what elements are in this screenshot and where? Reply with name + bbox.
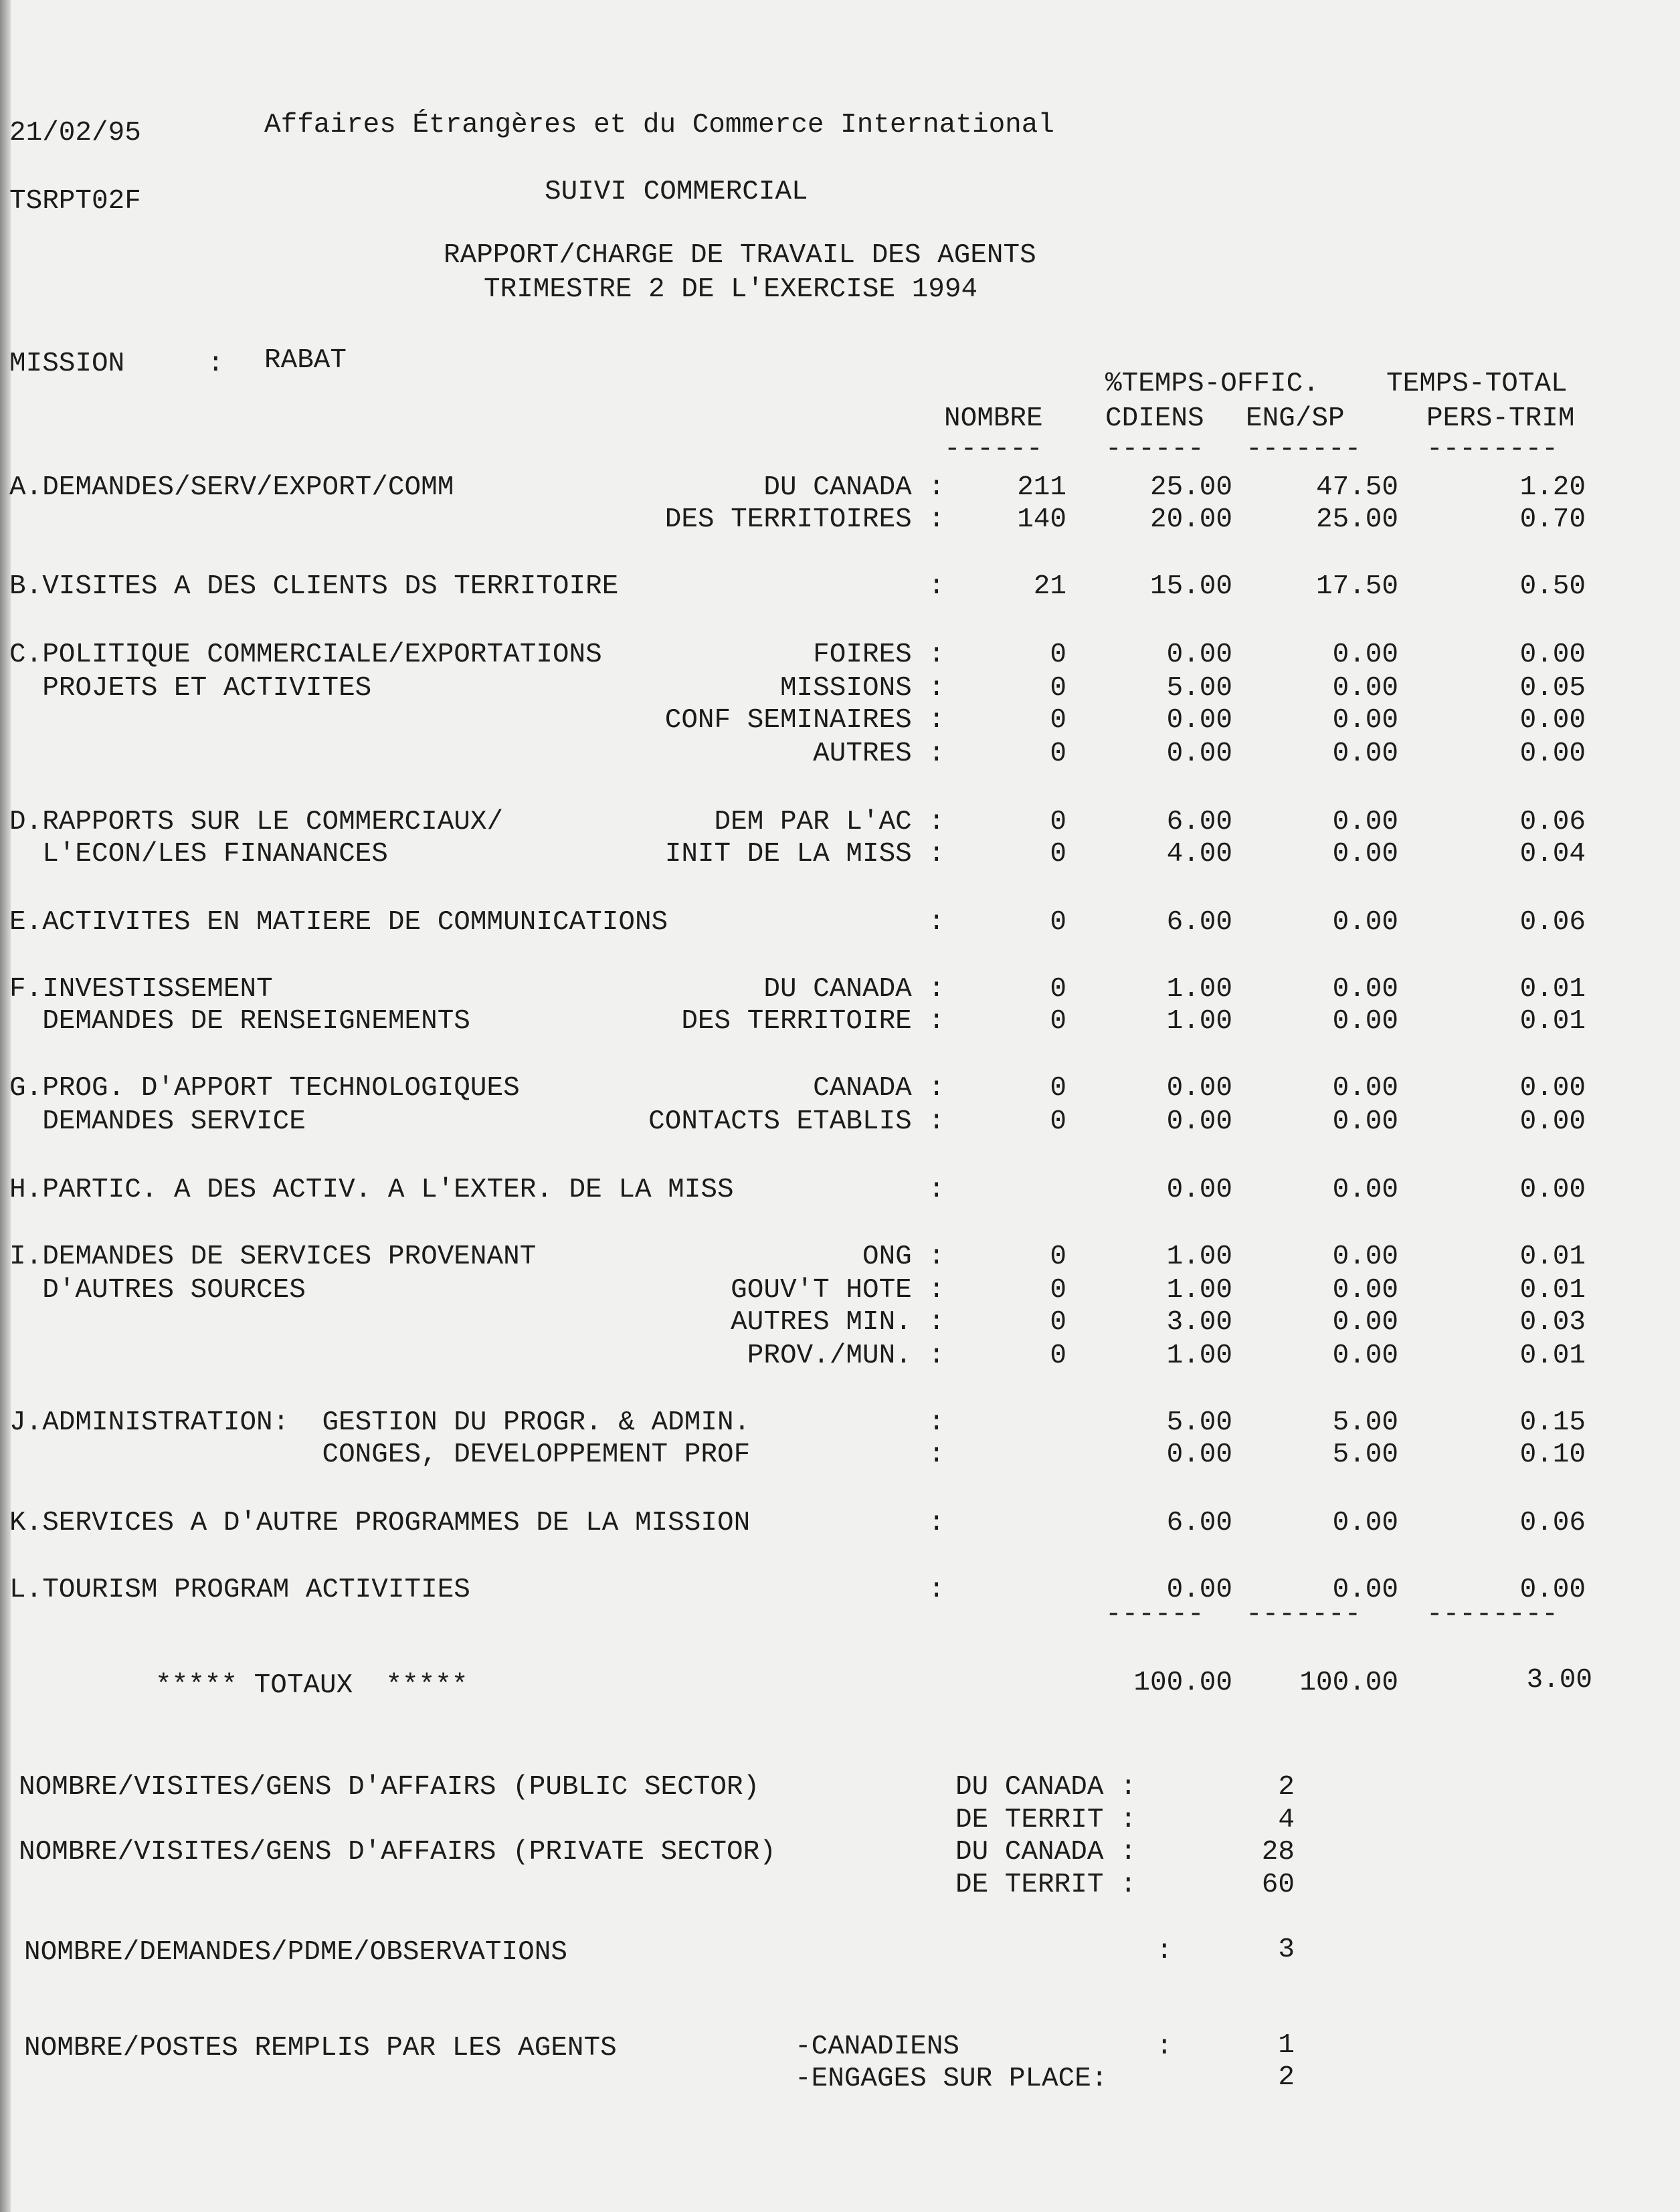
row-nombre: 21 bbox=[1033, 571, 1066, 602]
footer-pdme-sep: : bbox=[1156, 1936, 1173, 1967]
row-cdiens: 0.00 bbox=[1166, 1575, 1232, 1605]
totals-underline-pers: -------- bbox=[1426, 1599, 1558, 1630]
col-nombre: NOMBRE bbox=[944, 403, 1043, 434]
row-category: K.SERVICES A D'AUTRE PROGRAMMES DE LA MISSION bbox=[9, 1508, 751, 1538]
row-cdiens: 0.00 bbox=[1166, 1073, 1232, 1104]
row-subcategory: AUTRES : bbox=[813, 738, 945, 769]
row-eng-sp: 0.00 bbox=[1332, 673, 1398, 704]
row-cdiens: 1.00 bbox=[1166, 1340, 1232, 1371]
row-category: A.DEMANDES/SERV/EXPORT/COMM bbox=[9, 472, 454, 503]
row-subcategory: CONF SEMINAIRES : bbox=[664, 705, 945, 736]
row-eng-sp: 47.50 bbox=[1315, 472, 1398, 503]
row-subcategory: : bbox=[928, 1439, 945, 1470]
footer-private-territ-value: 60 bbox=[1261, 1870, 1295, 1900]
row-category: D.RAPPORTS SUR LE COMMERCIAUX/ bbox=[9, 807, 504, 837]
row-eng-sp: 0.00 bbox=[1332, 974, 1398, 1005]
footer-public-territ-label: DE TERRIT : bbox=[955, 1805, 1137, 1835]
row-cdiens: 1.00 bbox=[1166, 974, 1232, 1005]
row-subcategory: MISSIONS : bbox=[779, 673, 945, 704]
row-eng-sp: 0.00 bbox=[1332, 1340, 1398, 1371]
row-category: F.INVESTISSEMENT bbox=[9, 974, 273, 1005]
system-name: SUIVI COMMERCIAL bbox=[545, 177, 808, 207]
row-eng-sp: 0.00 bbox=[1332, 705, 1398, 736]
row-cdiens: 5.00 bbox=[1166, 673, 1232, 704]
report-period: TRIMESTRE 2 DE L'EXERCISE 1994 bbox=[484, 274, 978, 305]
totals-label: ***** TOTAUX ***** bbox=[155, 1670, 468, 1701]
row-nombre: 0 bbox=[1050, 639, 1066, 670]
row-pers-trim: 0.01 bbox=[1519, 1006, 1586, 1037]
row-eng-sp: 0.00 bbox=[1332, 1073, 1398, 1104]
row-category: G.PROG. D'APPORT TECHNOLOGIQUES bbox=[9, 1073, 520, 1104]
row-cdiens: 0.00 bbox=[1166, 1175, 1232, 1205]
row-category: DEMANDES SERVICE bbox=[9, 1106, 306, 1137]
row-nombre: 0 bbox=[1050, 1073, 1066, 1104]
row-pers-trim: 0.00 bbox=[1519, 639, 1586, 670]
row-subcategory: AUTRES MIN. : bbox=[731, 1307, 945, 1338]
col-cdiens: CDIENS bbox=[1105, 403, 1204, 434]
row-subcategory: DES TERRITOIRES : bbox=[664, 504, 945, 535]
row-subcategory: FOIRES : bbox=[813, 639, 945, 670]
row-eng-sp: 0.00 bbox=[1332, 1307, 1398, 1338]
col-pers-trim-underline: -------- bbox=[1426, 434, 1558, 465]
row-pers-trim: 0.01 bbox=[1519, 1340, 1586, 1371]
row-nombre: 140 bbox=[1017, 504, 1066, 535]
row-eng-sp: 0.00 bbox=[1332, 1275, 1398, 1306]
row-cdiens: 0.00 bbox=[1166, 639, 1232, 670]
row-category: PROJETS ET ACTIVITES bbox=[9, 673, 372, 704]
row-cdiens: 0.00 bbox=[1166, 1439, 1232, 1470]
footer-canadiens-value: 1 bbox=[1278, 2030, 1295, 2061]
row-eng-sp: 0.00 bbox=[1332, 738, 1398, 769]
row-nombre: 0 bbox=[1050, 974, 1066, 1005]
footer-pdme-label: NOMBRE/DEMANDES/PDME/OBSERVATIONS bbox=[24, 1937, 567, 1968]
row-cdiens: 1.00 bbox=[1166, 1241, 1232, 1272]
row-subcategory: : bbox=[928, 1407, 945, 1438]
row-eng-sp: 0.00 bbox=[1332, 639, 1398, 670]
row-category: J.ADMINISTRATION: GESTION DU PROGR. & ADMIN. bbox=[9, 1407, 751, 1438]
row-pers-trim: 0.50 bbox=[1519, 571, 1586, 602]
footer-engages-value: 2 bbox=[1278, 2062, 1295, 2093]
row-subcategory: ONG : bbox=[862, 1241, 945, 1272]
footer-private-label: NOMBRE/VISITES/GENS D'AFFAIRS (PRIVATE SECTOR) bbox=[19, 1837, 776, 1868]
row-subcategory: PROV./MUN. : bbox=[747, 1340, 945, 1371]
row-nombre: 0 bbox=[1050, 1106, 1066, 1137]
footer-private-canada-label: DU CANADA : bbox=[955, 1837, 1137, 1868]
row-eng-sp: 0.00 bbox=[1332, 807, 1398, 837]
mission-value: RABAT bbox=[264, 345, 347, 376]
row-category: C.POLITIQUE COMMERCIALE/EXPORTATIONS bbox=[9, 639, 602, 670]
footer-public-canada-value: 2 bbox=[1278, 1772, 1295, 1803]
row-subcategory: DU CANADA : bbox=[763, 974, 945, 1005]
row-nombre: 0 bbox=[1050, 1241, 1066, 1272]
row-pers-trim: 0.01 bbox=[1519, 1275, 1586, 1306]
report-title: RAPPORT/CHARGE DE TRAVAIL DES AGENTS bbox=[444, 240, 1036, 271]
row-eng-sp: 5.00 bbox=[1332, 1407, 1398, 1438]
row-nombre: 0 bbox=[1050, 705, 1066, 736]
row-pers-trim: 0.00 bbox=[1519, 738, 1586, 769]
row-category: CONGES, DEVELOPPEMENT PROF bbox=[9, 1439, 751, 1470]
row-cdiens: 1.00 bbox=[1166, 1006, 1232, 1037]
footer-postes-label: NOMBRE/POSTES REMPLIS PAR LES AGENTS bbox=[24, 2033, 617, 2064]
row-nombre: 0 bbox=[1050, 839, 1066, 870]
row-nombre: 0 bbox=[1050, 1340, 1066, 1371]
row-pers-trim: 0.05 bbox=[1519, 673, 1586, 704]
row-category: D'AUTRES SOURCES bbox=[9, 1275, 306, 1306]
row-cdiens: 6.00 bbox=[1166, 1508, 1232, 1538]
col-eng-sp: ENG/SP bbox=[1246, 403, 1345, 434]
footer-private-canada-value: 28 bbox=[1261, 1837, 1295, 1868]
row-pers-trim: 0.00 bbox=[1519, 1175, 1586, 1205]
row-nombre: 0 bbox=[1050, 1006, 1066, 1037]
row-pers-trim: 1.20 bbox=[1519, 472, 1586, 503]
row-subcategory: : bbox=[928, 1508, 945, 1538]
row-subcategory: INIT DE LA MISS : bbox=[664, 839, 945, 870]
row-nombre: 0 bbox=[1050, 907, 1066, 938]
row-eng-sp: 0.00 bbox=[1332, 1106, 1398, 1137]
row-cdiens: 25.00 bbox=[1149, 472, 1232, 503]
row-cdiens: 0.00 bbox=[1166, 1106, 1232, 1137]
row-cdiens: 1.00 bbox=[1166, 1275, 1232, 1306]
row-pers-trim: 0.00 bbox=[1519, 1575, 1586, 1605]
footer-canadiens-label: -CANADIENS bbox=[795, 2031, 960, 2062]
row-category: I.DEMANDES DE SERVICES PROVENANT bbox=[9, 1241, 537, 1272]
col-group-pct: %TEMPS-OFFIC. bbox=[1105, 369, 1319, 399]
mission-sep: : bbox=[207, 348, 224, 379]
row-subcategory: CANADA : bbox=[813, 1073, 945, 1104]
row-subcategory: GOUV'T HOTE : bbox=[731, 1275, 945, 1306]
row-cdiens: 5.00 bbox=[1166, 1407, 1232, 1438]
row-pers-trim: 0.00 bbox=[1519, 705, 1586, 736]
row-category: L.TOURISM PROGRAM ACTIVITIES bbox=[9, 1575, 470, 1605]
row-cdiens: 20.00 bbox=[1149, 504, 1232, 535]
row-cdiens: 15.00 bbox=[1149, 571, 1232, 602]
row-pers-trim: 0.15 bbox=[1519, 1407, 1586, 1438]
col-nombre-underline: ------ bbox=[944, 434, 1043, 465]
row-cdiens: 4.00 bbox=[1166, 839, 1232, 870]
row-nombre: 0 bbox=[1050, 738, 1066, 769]
col-pers-trim: PERS-TRIM bbox=[1426, 403, 1575, 434]
row-eng-sp: 5.00 bbox=[1332, 1439, 1398, 1470]
row-nombre: 0 bbox=[1050, 807, 1066, 837]
col-cdiens-underline: ------ bbox=[1105, 434, 1204, 465]
row-pers-trim: 0.01 bbox=[1519, 1241, 1586, 1272]
department-name: Affaires Étrangères et du Commerce International bbox=[264, 110, 1054, 140]
row-cdiens: 0.00 bbox=[1166, 738, 1232, 769]
row-category: B.VISITES A DES CLIENTS DS TERRITOIRE bbox=[9, 571, 619, 602]
totals-underline-cdiens: ------ bbox=[1105, 1599, 1204, 1630]
col-group-total: TEMPS-TOTAL bbox=[1386, 369, 1568, 399]
row-pers-trim: 0.03 bbox=[1519, 1307, 1586, 1338]
row-eng-sp: 0.00 bbox=[1332, 1575, 1398, 1605]
row-subcategory: : bbox=[928, 907, 945, 938]
footer-public-territ-value: 4 bbox=[1278, 1805, 1295, 1835]
row-eng-sp: 0.00 bbox=[1332, 1175, 1398, 1205]
row-category: E.ACTIVITES EN MATIERE DE COMMUNICATIONS bbox=[9, 907, 668, 938]
row-subcategory: DU CANADA : bbox=[763, 472, 945, 503]
row-nombre: 0 bbox=[1050, 1275, 1066, 1306]
row-category: H.PARTIC. A DES ACTIV. A L'EXTER. DE LA MISS bbox=[9, 1175, 734, 1205]
row-cdiens: 6.00 bbox=[1166, 907, 1232, 938]
col-eng-sp-underline: ------- bbox=[1246, 434, 1362, 465]
row-subcategory: : bbox=[928, 571, 945, 602]
row-subcategory: DES TERRITOIRE : bbox=[681, 1006, 945, 1037]
totals-underline-eng: ------- bbox=[1246, 1599, 1362, 1630]
footer-canadiens-sep: : bbox=[1156, 2031, 1173, 2062]
footer-public-canada-label: DU CANADA : bbox=[955, 1772, 1137, 1803]
row-category: L'ECON/LES FINANANCES bbox=[9, 839, 388, 870]
footer-public-label: NOMBRE/VISITES/GENS D'AFFAIRS (PUBLIC SECTOR) bbox=[19, 1772, 760, 1803]
totals-eng-sp: 100.00 bbox=[1299, 1668, 1398, 1698]
row-category: DEMANDES DE RENSEIGNEMENTS bbox=[9, 1006, 470, 1037]
report-date: 21/02/95 bbox=[9, 118, 141, 148]
row-pers-trim: 0.04 bbox=[1519, 839, 1586, 870]
report-code: TSRPT02F bbox=[9, 186, 141, 217]
row-cdiens: 0.00 bbox=[1166, 705, 1232, 736]
row-eng-sp: 25.00 bbox=[1315, 504, 1398, 535]
row-cdiens: 3.00 bbox=[1166, 1307, 1232, 1338]
row-cdiens: 6.00 bbox=[1166, 807, 1232, 837]
row-nombre: 0 bbox=[1050, 1307, 1066, 1338]
row-eng-sp: 0.00 bbox=[1332, 1006, 1398, 1037]
row-eng-sp: 17.50 bbox=[1315, 571, 1398, 602]
row-subcategory: : bbox=[928, 1175, 945, 1205]
footer-pdme-value: 3 bbox=[1278, 1934, 1295, 1965]
row-eng-sp: 0.00 bbox=[1332, 1241, 1398, 1272]
totals-pers-trim: 3.00 bbox=[1526, 1665, 1592, 1696]
row-pers-trim: 0.06 bbox=[1519, 907, 1586, 938]
row-nombre: 0 bbox=[1050, 673, 1066, 704]
row-pers-trim: 0.00 bbox=[1519, 1073, 1586, 1104]
row-pers-trim: 0.06 bbox=[1519, 1508, 1586, 1538]
footer-engages-label: -ENGAGES SUR PLACE: bbox=[795, 2064, 1108, 2094]
row-subcategory: DEM PAR L'AC : bbox=[714, 807, 945, 837]
row-pers-trim: 0.06 bbox=[1519, 807, 1586, 837]
mission-label: MISSION bbox=[9, 348, 125, 379]
row-pers-trim: 0.00 bbox=[1519, 1106, 1586, 1137]
row-pers-trim: 0.01 bbox=[1519, 974, 1586, 1005]
row-eng-sp: 0.00 bbox=[1332, 907, 1398, 938]
row-subcategory: : bbox=[928, 1575, 945, 1605]
row-nombre: 211 bbox=[1017, 472, 1066, 503]
footer-private-territ-label: DE TERRIT : bbox=[955, 1870, 1137, 1900]
row-pers-trim: 0.10 bbox=[1519, 1439, 1586, 1470]
row-eng-sp: 0.00 bbox=[1332, 839, 1398, 870]
row-subcategory: CONTACTS ETABLIS : bbox=[648, 1106, 945, 1137]
row-eng-sp: 0.00 bbox=[1332, 1508, 1398, 1538]
row-pers-trim: 0.70 bbox=[1519, 504, 1586, 535]
totals-cdiens: 100.00 bbox=[1133, 1668, 1232, 1698]
